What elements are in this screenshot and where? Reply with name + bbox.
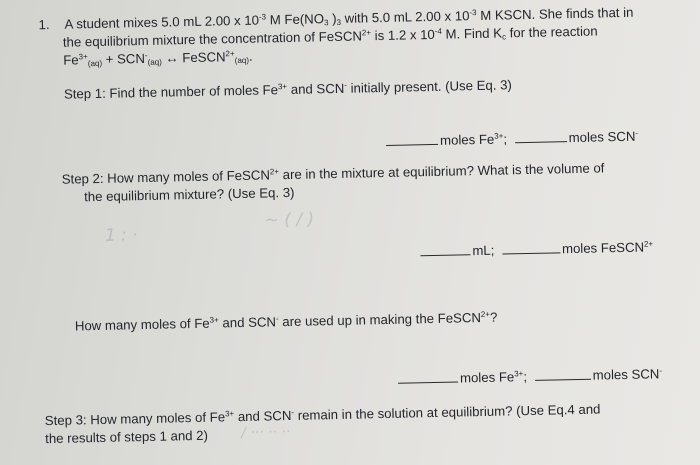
step-1-answer-line: moles $Fe^{3+}$; moles SCN- [386,129,638,150]
faint-pencil-marks: ~ ( / ) [264,209,315,231]
faint-pencil-marks-3: / ··· ·· ·· [240,424,291,442]
moles-used-answer-line: moles $Fe^{3+}$; moles SCN- [398,366,662,388]
step-2-prompt-line-2: the equilibrium mixture? (Use Eq. 3) [83,184,295,205]
step-2-prompt-line-1: Step 2: How many moles of FeSCN$^{2+}$ are in the mixture at equilibrium? What is the volume of [61,160,605,187]
step-3-prompt-line-1: Step 3: How many moles of $Fe^{3+}$ and SCN- remain in the solution at equilibrium? (Use Eq.4 and [44,401,601,429]
blank-moles-scn-used[interactable] [535,368,591,381]
blank-moles-scn-initial[interactable] [515,130,567,143]
step-1-prompt: Step 1: Find the number of moles $Fe^{3+}$ and SCN- initially present. (Use Eq. 3) [63,77,512,102]
question-number: 1. [38,16,50,33]
blank-moles-fe-initial[interactable] [386,133,438,146]
faint-pencil-marks-2: 1 : · [104,225,138,246]
question-1-line-1: A student mixes 5.0 mL 2.00 x $10^{-3}$ M $Fe(NO_3$ )$_3$ with 5.0 mL 2.00 x $10^{-3}$ M KSCN. She finds that in [64,4,634,32]
reaction-equation: $Fe^{3+}_{(aq)} + SCN^-_{(aq)}$ ↔ FeSCN$^{2+}_{(aq)}$. [63,48,253,69]
moles-used-question: How many moles of $Fe^{3+}$ and SCN- are used up in making the FeSCN$^{2+}$? [74,309,498,334]
blank-moles-fe-used[interactable] [398,370,458,383]
question-1-line-2: the equilibrium mixture the concentration of FeSCN$^{2+}$ is 1.2 x $10^{-4}$ M. Find $K_c$ for the reaction [62,23,598,50]
blank-volume-ml[interactable] [420,243,470,256]
blank-moles-fescn[interactable] [502,241,560,254]
step-2-answer-line: mL; moles FeSCN$^{2+}$ [420,239,653,260]
step-3-prompt-line-2: the results of steps 1 and 2) [45,427,209,447]
